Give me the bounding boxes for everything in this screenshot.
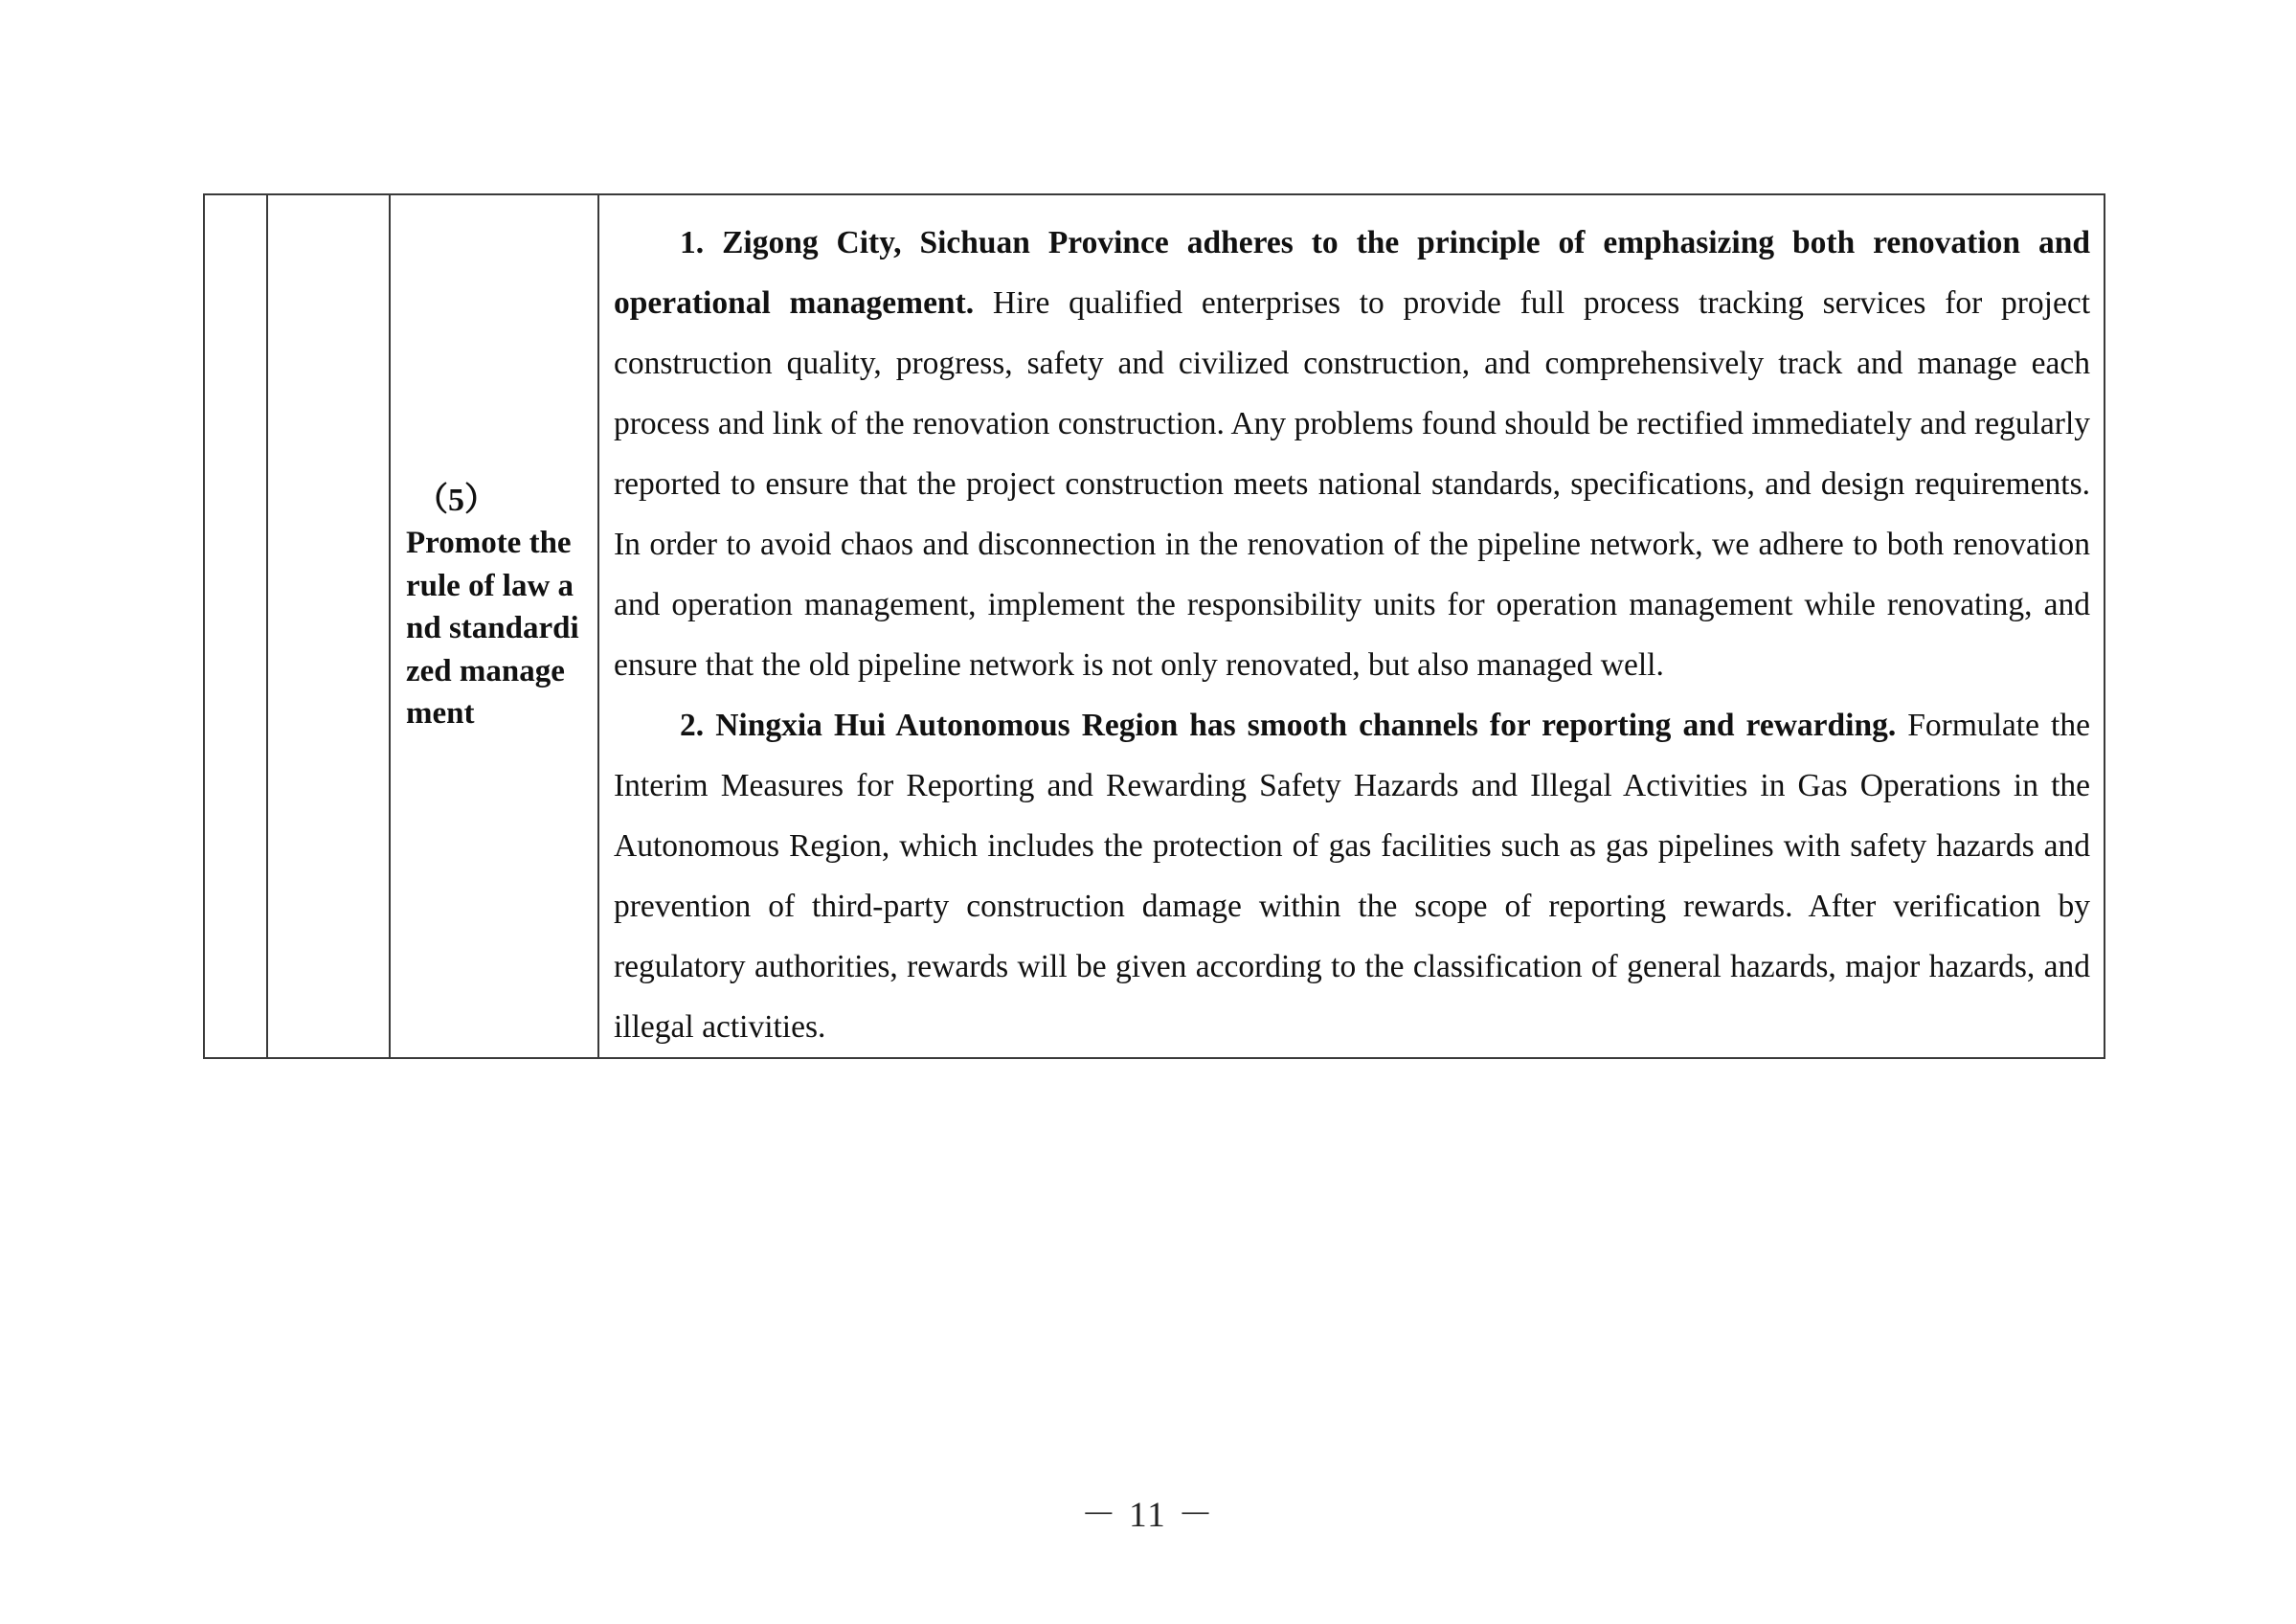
empty-category-cell (267, 194, 390, 1058)
measure-title: Promote the rule of law and standardized management (406, 526, 579, 731)
case-body-1: Hire qualified enterprises to provide full process tracking services for project construction quality, progress, safety and civilized construction, and comprehensively track and manage each process and link of the renovation construction. Any problems found should be rectified immediately and regularly reported to ensure that the project construction meets national standards, specifications, and design requirements. In order to avoid chaos and disconnection in the renovation of the pipeline network, we adhere to both renovation and operation management, implement the responsibility units for operation management while renovating, and ensure that the old pipeline network is not only renovated, but also managed well. (614, 285, 2090, 683)
empty-index-cell (204, 194, 267, 1058)
case-body-2: Formulate the Interim Measures for Reporting and Rewarding Safety Hazards and Illegal Activities in Gas Operations in the Autonomous Region, which includes the protection of gas facilities such as gas pipelines with safety hazards and prevention of third-party construction damage within the scope of reporting rewards. After verification by regulatory authorities, rewards will be given according to the classification of general hazards, major hazards, and illegal activities. (614, 708, 2090, 1045)
case-paragraph-1 (614, 213, 2090, 695)
case-paragraph-2 (614, 695, 2090, 1057)
case-heading-1: 1. Zigong City, Sichuan Province adheres to the principle of emphasizing both renovation and operational management. (614, 225, 2090, 321)
table-row (204, 194, 2105, 1058)
content-table (203, 193, 2105, 1059)
page-number: － 11 － (1080, 1496, 1216, 1535)
measure-label-cell (390, 194, 598, 1058)
measure-number: （5） (416, 482, 497, 518)
measure-content-cell (598, 194, 2105, 1058)
case-heading-2: 2. Ningxia Hui Autonomous Region has smooth channels for reporting and rewarding. (680, 708, 1897, 743)
